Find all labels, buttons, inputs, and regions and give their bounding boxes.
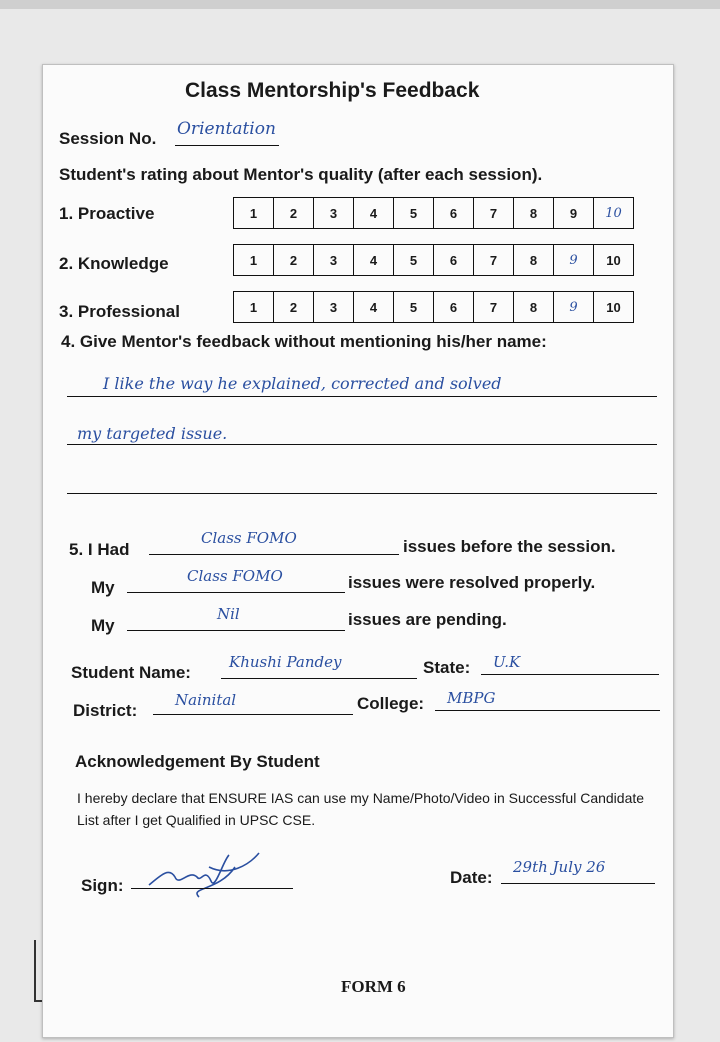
feedback-form (42, 64, 674, 1038)
rating-cell[interactable]: 6 (434, 245, 474, 276)
rating-cell[interactable]: 1 (234, 198, 274, 229)
rating-cell[interactable]: 10 (594, 245, 634, 276)
rating-cell[interactable]: 8 (514, 292, 554, 323)
state-label: State: (423, 658, 471, 677)
rating-cell[interactable]: 8 (514, 198, 554, 229)
form-number: FORM 6 (341, 977, 406, 996)
rating-cell[interactable]: 2 (274, 198, 314, 229)
rating-cell[interactable]: 1 (234, 245, 274, 276)
session-label: Session No. (59, 129, 157, 148)
college-value[interactable]: MBPG (447, 689, 496, 707)
ack-heading: Acknowledgement By Student (75, 752, 320, 771)
rating-cell[interactable]: 7 (474, 245, 514, 276)
student-name-label: Student Name: (71, 663, 191, 682)
rating-cell[interactable]: 9 (554, 198, 594, 229)
feedback-heading: 4. Give Mentor's feedback without mentioning his/her name: (61, 332, 547, 351)
rating-label-professional: 3. Professional (59, 302, 180, 321)
rating-cell[interactable]: 4 (354, 292, 394, 323)
student-name-value[interactable]: Khushi Pandey (229, 653, 342, 671)
rating-cell[interactable]: 4 (354, 198, 394, 229)
rating-cell-selected[interactable]: 9 (554, 245, 594, 276)
rating-cell[interactable]: 3 (314, 292, 354, 323)
district-label: District: (73, 701, 138, 720)
rating-cell[interactable]: 3 (314, 245, 354, 276)
rating-scale-professional (233, 291, 634, 323)
rating-cell[interactable]: 3 (314, 198, 354, 229)
issues-had-value[interactable]: Class FOMO (201, 529, 297, 547)
rating-cell[interactable]: 2 (274, 292, 314, 323)
issues-pending-value[interactable]: Nil (217, 605, 240, 623)
rating-cell[interactable]: 6 (434, 198, 474, 229)
rating-cell[interactable]: 5 (394, 292, 434, 323)
form-title: Class Mentorship's Feedback (185, 79, 480, 102)
date-value[interactable]: 29th July 26 (513, 858, 606, 876)
sign-label: Sign: (81, 876, 124, 895)
rating-cell[interactable]: 5 (394, 198, 434, 229)
rating-cell[interactable]: 6 (434, 292, 474, 323)
issues-pending-suffix: issues are pending. (348, 610, 507, 629)
rating-cell[interactable]: 7 (474, 198, 514, 229)
rating-cell[interactable]: 2 (274, 245, 314, 276)
feedback-line-2[interactable]: my targeted issue. (77, 424, 228, 443)
rating-scale-knowledge (233, 244, 634, 276)
rating-cell[interactable]: 10 (594, 292, 634, 323)
session-value[interactable]: Orientation (177, 119, 276, 139)
issues-resolved-value[interactable]: Class FOMO (187, 567, 283, 585)
issues-resolved-prefix: My (91, 578, 115, 597)
top-edge (0, 0, 720, 9)
date-label: Date: (450, 868, 493, 887)
ack-text: I hereby declare that ENSURE IAS can use my Name/Photo/Video in Successful Candidate List after I get Qualified in UPSC CSE. (77, 790, 645, 828)
state-value[interactable]: U.K (493, 653, 521, 671)
rating-cell[interactable]: 5 (394, 245, 434, 276)
margin-mark (34, 940, 36, 1002)
rating-cell-selected[interactable]: 10 (594, 198, 634, 229)
rating-cell[interactable]: 7 (474, 292, 514, 323)
feedback-line-1[interactable]: I like the way he explained, corrected and solved (103, 374, 502, 393)
rating-cell-selected[interactable]: 9 (554, 292, 594, 323)
issues-had-prefix: 5. I Had (69, 540, 130, 559)
issues-pending-prefix: My (91, 616, 115, 635)
issues-resolved-suffix: issues were resolved properly. (348, 573, 596, 592)
district-value[interactable]: Nainital (175, 691, 237, 709)
signature-mark[interactable] (139, 847, 299, 907)
rating-cell[interactable]: 8 (514, 245, 554, 276)
rating-label-proactive: 1. Proactive (59, 204, 155, 223)
rating-heading: Student's rating about Mentor's quality (after each session). (59, 165, 543, 184)
issues-had-suffix: issues before the session. (403, 537, 616, 556)
rating-cell[interactable]: 1 (234, 292, 274, 323)
rating-label-knowledge: 2. Knowledge (59, 254, 169, 273)
rating-scale-proactive (233, 197, 634, 229)
rating-cell[interactable]: 4 (354, 245, 394, 276)
college-label: College: (357, 694, 425, 713)
